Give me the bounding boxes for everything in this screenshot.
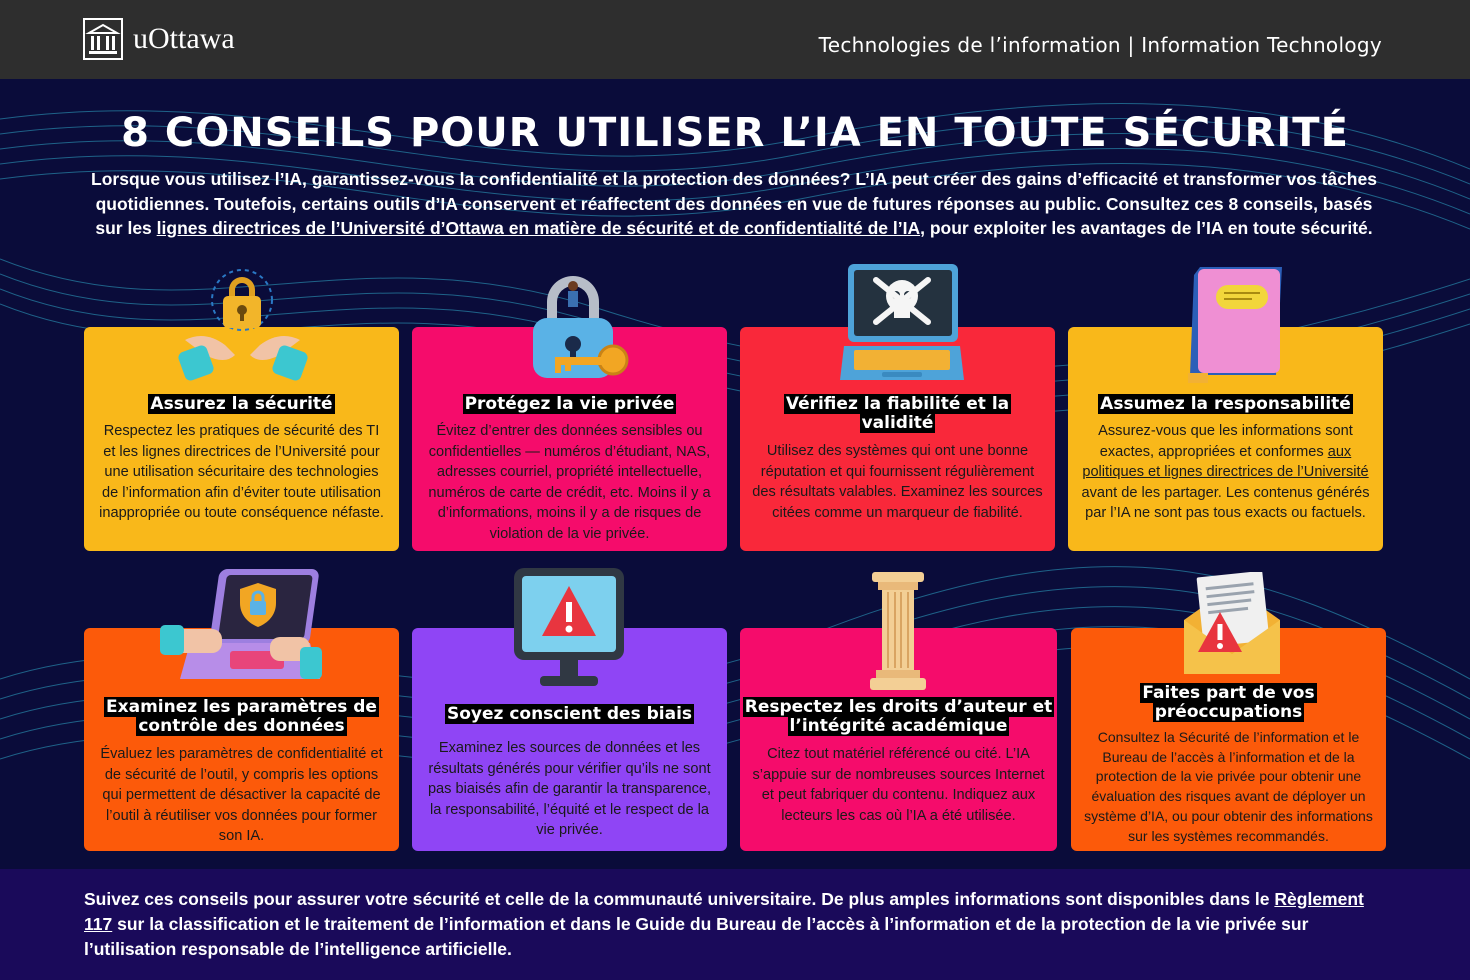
tip-text-part: Assurez-vous que les informations sont exactes, appropriées et conformes xyxy=(1098,423,1353,460)
tip-heading: Assurez la sécurité xyxy=(150,394,333,414)
monitor-warning-icon xyxy=(512,566,627,691)
tip-heading: Respectez les droits d’auteur et l’intégrité académique xyxy=(744,697,1053,736)
tip-heading: Soyez conscient des biais xyxy=(446,704,693,724)
page-title: 8 CONSEILS POUR UTILISER L’IA EN TOUTE SÉCURITÉ xyxy=(121,110,1349,156)
tip-text xyxy=(1080,421,1371,524)
intro-text-2: , pour exploiter les avantages de l’IA en toute sécurité. xyxy=(920,218,1373,238)
tip-text-part: avant de les partager. Les contenus générés par l’IA ne sont pas tous exacts ou factuels. xyxy=(1081,484,1370,521)
tip-text: Respectez les pratiques de sécurité des TI et les lignes directrices de l’Université pour une utilisation sécuritaire des technologies de l’information afin d’éviter toute utilisation inappropriée ou toute conséquence néfaste. xyxy=(99,423,384,521)
tip-heading: Faites part de vos préoccupations xyxy=(1142,683,1315,722)
top-bar xyxy=(0,0,1470,79)
tip-text: Évitez d’entrer des données sensibles ou confidentielles — numéros d’étudiant, NAS, adresses courriel, propriété intellectuelle, numéros de carte de crédit, etc. Moins il y a d’informations, moins il y a de risques de violation de la vie privée. xyxy=(428,423,711,542)
padlock-key-icon xyxy=(525,262,635,387)
tip-heading: Protégez la vie privée xyxy=(464,394,675,414)
laptop-shield-icon xyxy=(160,567,325,692)
logo-text: uOttawa xyxy=(133,22,235,55)
envelope-warning-icon xyxy=(1180,572,1285,682)
guidelines-link[interactable]: lignes directrices de l’Université d’Ottawa en matière de sécurité et de confidentialité de l’IA xyxy=(156,218,921,238)
footer-text-2: sur la classification et le traitement de l’information et dans le Guide du Bureau de l’accès à l’information et de la protection de la vie privée sur l’utilisation responsable de l’intelligence artificielle. xyxy=(84,914,1309,959)
footer-text-1: Suivez ces conseils pour assurer votre sécurité et celle de la communauté universitaire. De plus amples informations sont disponibles dans le xyxy=(84,889,1275,909)
column-icon xyxy=(868,570,928,692)
book-icon xyxy=(1180,265,1285,390)
hands-padlock-icon xyxy=(175,260,310,385)
tip-text: Citez tout matériel référencé ou cité. L’IA s’appuie sur de nombreuses sources Internet et peut fabriquer du contenu. Indiquez aux lecteurs les cas où l’IA a été utilisée. xyxy=(752,746,1045,824)
tip-heading: Examinez les paramètres de contrôle des données xyxy=(106,697,377,736)
footer-paragraph xyxy=(84,887,1384,962)
tip-text: Consultez la Sécurité de l’information et le Bureau de l’accès à l’information et de la protection de la vie privée pour obtenir une évaluation des risques avant de déployer un système d’IA, ou pour obtenir des informations sur les systèmes recommandés. xyxy=(1084,729,1373,844)
laptop-skull-icon xyxy=(840,262,965,387)
uottawa-logo[interactable] xyxy=(83,18,235,60)
department-name: Technologies de l’information | Information Technology xyxy=(818,33,1382,57)
policies-link[interactable]: aux politiques et lignes directrices de l’Université xyxy=(1082,443,1369,480)
regulation-117-link[interactable]: Règlement 117 xyxy=(84,889,1364,934)
intro-paragraph xyxy=(84,167,1384,241)
tip-heading: Vérifiez la fiabilité et la validité xyxy=(785,394,1010,433)
tip-text: Utilisez des systèmes qui ont une bonne réputation et qui fournissent régulièrement des résultats valables. Examinez les sources citées comme un marqueur de fiabilité. xyxy=(752,443,1043,521)
tip-heading: Assumez la responsabilité xyxy=(1100,394,1351,414)
tip-text: Évaluez les paramètres de confidentialité et de sécurité de l’outil, y compris les options qui permettent de désactiver la capacité de l’outil à réutiliser vos données pour former son IA. xyxy=(100,746,383,844)
tip-text: Examinez les sources de données et les résultats générés pour vérifier qu’ils ne sont pas biaisés afin de garantir la transparence, la responsabilité, l’équité et le respect de la vie privée. xyxy=(427,740,712,838)
intro-text-1: Lorsque vous utilisez l’IA, garantissez-vous la confidentialité et la protection des données? L’IA peut créer des gains d’efficacité et transformer vos tâches quotidiennes. Toutefois, certains outils d’IA conservent et réaffectent des données en vue de futures réponses au public. Consultez ces 8 conseils, basés sur les xyxy=(91,169,1377,238)
university-building-icon xyxy=(83,18,123,60)
